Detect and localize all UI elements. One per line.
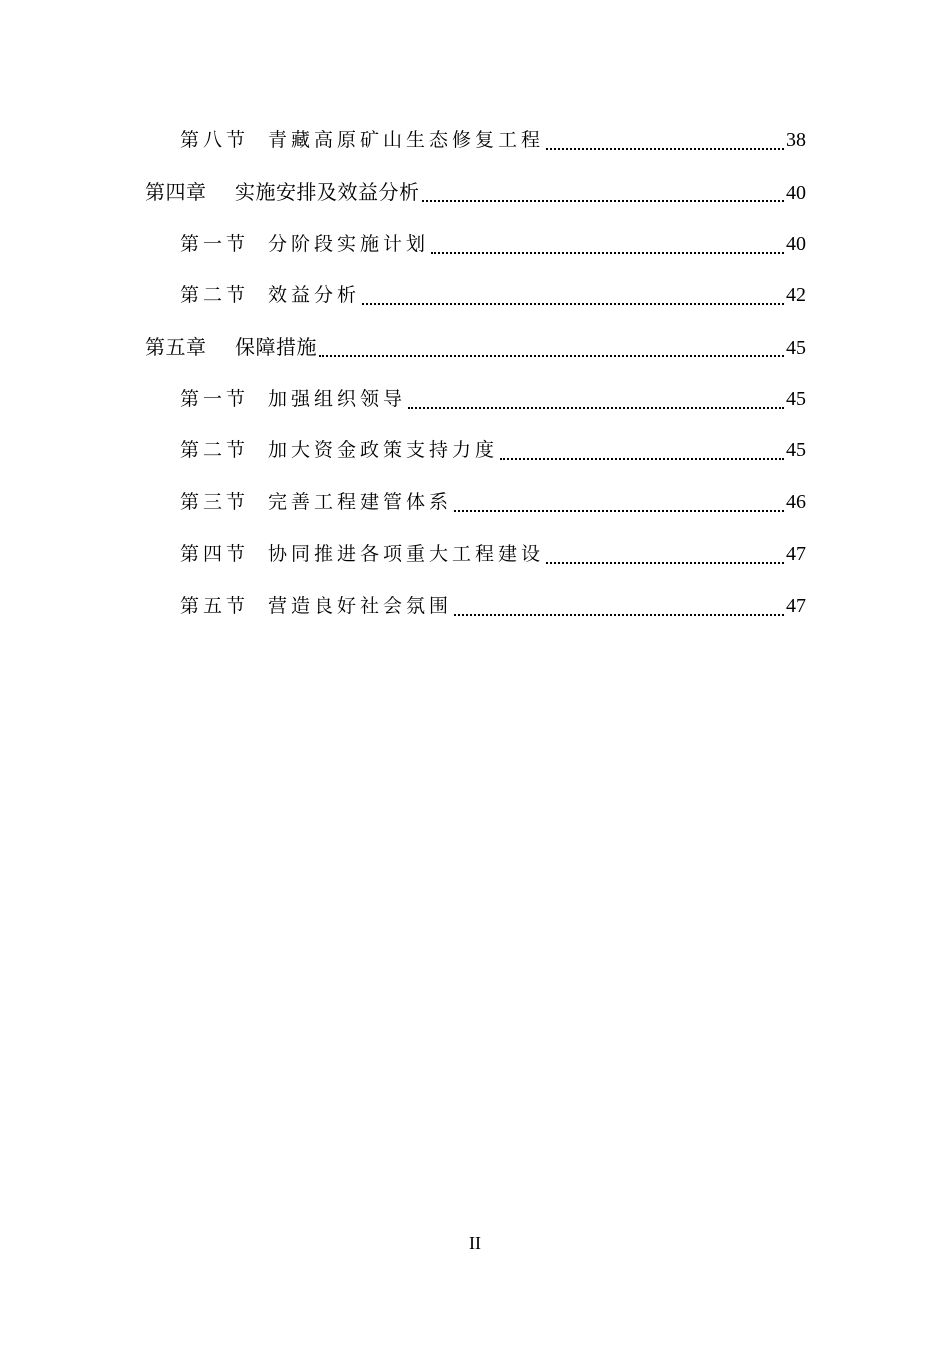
toc-entry[interactable] xyxy=(180,586,806,626)
toc-entry-title: 分阶段实施计划 xyxy=(268,233,430,255)
toc-entry-title: 加强组织领导 xyxy=(268,388,407,410)
toc-entry-number: 第四章 xyxy=(145,180,207,204)
toc-leader-dots xyxy=(431,252,784,254)
toc-entry-number: 第五节 xyxy=(180,595,250,617)
toc-entry-number: 第三节 xyxy=(180,491,250,513)
toc-entry[interactable] xyxy=(180,534,806,574)
toc-leader-dots xyxy=(319,355,784,357)
toc-entry-title: 效益分析 xyxy=(268,284,361,306)
toc-leader-dots xyxy=(454,614,784,616)
toc-entry-page: 45 xyxy=(786,439,806,461)
toc-entry-title: 营造良好社会氛围 xyxy=(268,595,453,617)
toc-entry-number: 第二节 xyxy=(180,439,250,461)
toc-entry[interactable] xyxy=(180,379,806,419)
toc-entry[interactable] xyxy=(180,224,806,264)
toc-entry-number: 第五章 xyxy=(145,335,207,359)
toc-entry-number: 第一节 xyxy=(180,388,250,410)
toc-entry-title: 完善工程建管体系 xyxy=(268,491,453,513)
toc-entry-title: 加大资金政策支持力度 xyxy=(268,439,499,461)
toc-entry[interactable] xyxy=(180,482,806,522)
toc-entry-number: 第四节 xyxy=(180,543,250,565)
toc-entry[interactable] xyxy=(180,430,806,470)
toc-entry-page: 47 xyxy=(786,595,806,617)
toc-entry[interactable] xyxy=(145,327,806,367)
toc-entry-page: 38 xyxy=(786,129,806,151)
toc-leader-dots xyxy=(422,200,785,202)
page-number-footer: II xyxy=(469,1233,481,1253)
toc-entry-page: 40 xyxy=(786,233,806,255)
toc-entry[interactable] xyxy=(145,172,806,212)
toc-entry-number: 第八节 xyxy=(180,129,250,151)
toc-entry-page: 42 xyxy=(786,284,806,306)
toc-entry-title: 实施安排及效益分析 xyxy=(235,180,420,204)
toc-entry[interactable] xyxy=(180,275,806,315)
toc-entry-page: 45 xyxy=(786,337,806,359)
toc-leader-dots xyxy=(408,407,784,409)
toc-entry-number: 第二节 xyxy=(180,284,250,306)
toc-leader-dots xyxy=(546,562,784,564)
toc-entry[interactable] xyxy=(180,120,806,160)
toc-leader-dots xyxy=(454,510,784,512)
toc-leader-dots xyxy=(500,458,784,460)
toc-entry-title: 协同推进各项重大工程建设 xyxy=(268,543,545,565)
toc-entry-page: 40 xyxy=(786,182,806,204)
toc-entry-title: 青藏高原矿山生态修复工程 xyxy=(268,129,545,151)
toc-entry-number: 第一节 xyxy=(180,233,250,255)
toc-leader-dots xyxy=(362,303,784,305)
toc-entry-page: 47 xyxy=(786,543,806,565)
toc-entry-page: 45 xyxy=(786,388,806,410)
toc-entry-page: 46 xyxy=(786,491,806,513)
toc-leader-dots xyxy=(546,148,784,150)
toc-entry-title: 保障措施 xyxy=(235,335,317,359)
